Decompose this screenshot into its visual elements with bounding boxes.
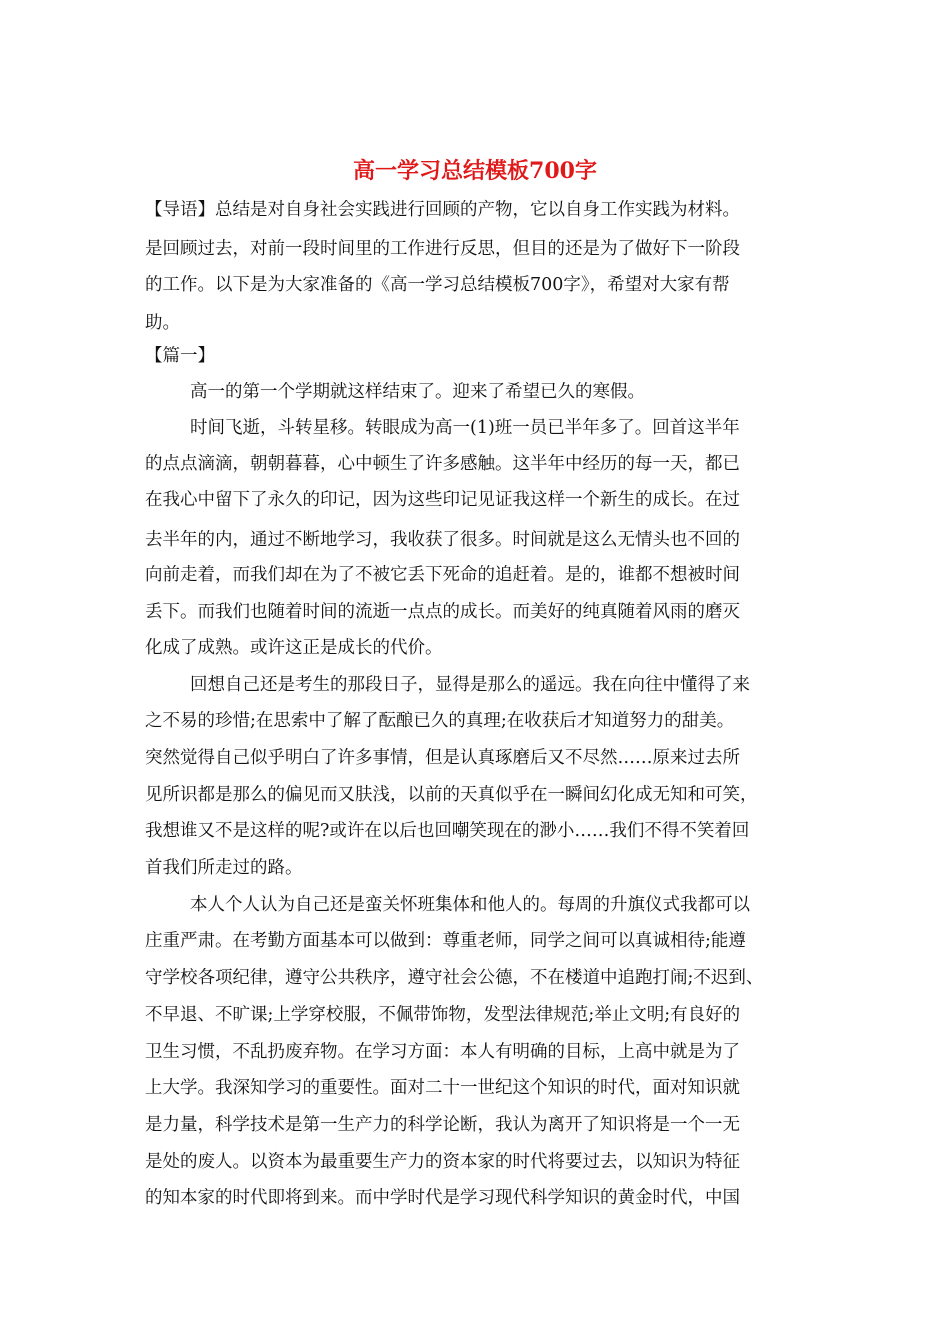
body-line: 的点点滴滴，朝朝暮暮，心中顿生了许多感触。这半年中经历的每一天，都已: [145, 454, 740, 474]
body-line: 是处的废人。以资本为最重要生产力的资本家的时代将要过去，以知识为特征: [145, 1152, 740, 1172]
body-line: 时间飞逝，斗转星移。转眼成为高一(1)班一员已半年多了。回首这半年: [190, 418, 740, 438]
body-line: 守学校各项纪律，遵守公共秩序，遵守社会公德，不在楼道中追跑打闹;不迟到、: [145, 968, 764, 988]
body-line: 是回顾过去，对前一段时间里的工作进行反思，但目的还是为了做好下一阶段: [145, 239, 740, 259]
body-line: 首我们所走过的路。: [145, 858, 303, 878]
page-title: 高一学习总结模板700字: [353, 158, 597, 184]
body-line: 突然觉得自己似乎明白了许多事情，但是认真琢磨后又不尽然……原来过去所: [145, 748, 740, 768]
body-line: 助。: [145, 313, 180, 333]
body-line: 我想谁又不是这样的呢?或许在以后也回嘲笑现在的渺小……我们不得不笑着回: [145, 821, 750, 841]
body-line: 卫生习惯，不乱扔废弃物。在学习方面：本人有明确的目标，上高中就是为了: [145, 1042, 740, 1062]
section-heading: 【篇一】: [145, 346, 215, 366]
body-line: 的工作。以下是为大家准备的《高一学习总结模板700字》，希望对大家有帮: [145, 275, 730, 295]
body-line: 在我心中留下了永久的印记，因为这些印记见证我这样一个新生的成长。在过: [145, 490, 740, 510]
body-line: 见所识都是那么的偏见而又肤浅，以前的天真似乎在一瞬间幻化成无知和可笑，: [145, 785, 758, 805]
body-line: 丢下。而我们也随着时间的流逝一点点的成长。而美好的纯真随着风雨的磨灭: [145, 602, 740, 622]
body-line: 高一的第一个学期就这样结束了。迎来了希望已久的寒假。: [190, 382, 645, 402]
body-line: 庄重严肃。在考勤方面基本可以做到：尊重老师，同学之间可以真诚相待;能遵: [145, 931, 746, 951]
body-line: 向前走着，而我们却在为了不被它丢下死命的追赶着。是的，谁都不想被时间: [145, 565, 740, 585]
body-line: 不早退、不旷课;上学穿校服，不佩带饰物，发型法律规范;举止文明;有良好的: [145, 1005, 741, 1025]
body-line: 本人个人认为自己还是蛮关怀班集体和他人的。每周的升旗仪式我都可以: [190, 895, 750, 915]
body-line: 回想自己还是考生的那段日子，显得是那么的遥远。我在向往中懂得了来: [190, 675, 750, 695]
body-line: 化成了成熟。或许这正是成长的代价。: [145, 638, 443, 658]
body-line: 【导语】总结是对自身社会实践进行回顾的产物，它以自身工作实践为材料。: [145, 200, 740, 220]
body-line: 的知本家的时代即将到来。而中学时代是学习现代科学知识的黄金时代，中国: [145, 1188, 740, 1208]
body-line: 之不易的珍惜;在思索中了解了酝酿已久的真理;在收获后才知道努力的甜美。: [145, 711, 735, 731]
body-line: 是力量，科学技术是第一生产力的科学论断，我认为离开了知识将是一个一无: [145, 1115, 740, 1135]
body-line: 去半年的内，通过不断地学习，我收获了很多。时间就是这么无情头也不回的: [145, 530, 740, 550]
body-line: 上大学。我深知学习的重要性。面对二十一世纪这个知识的时代，面对知识就: [145, 1078, 740, 1098]
